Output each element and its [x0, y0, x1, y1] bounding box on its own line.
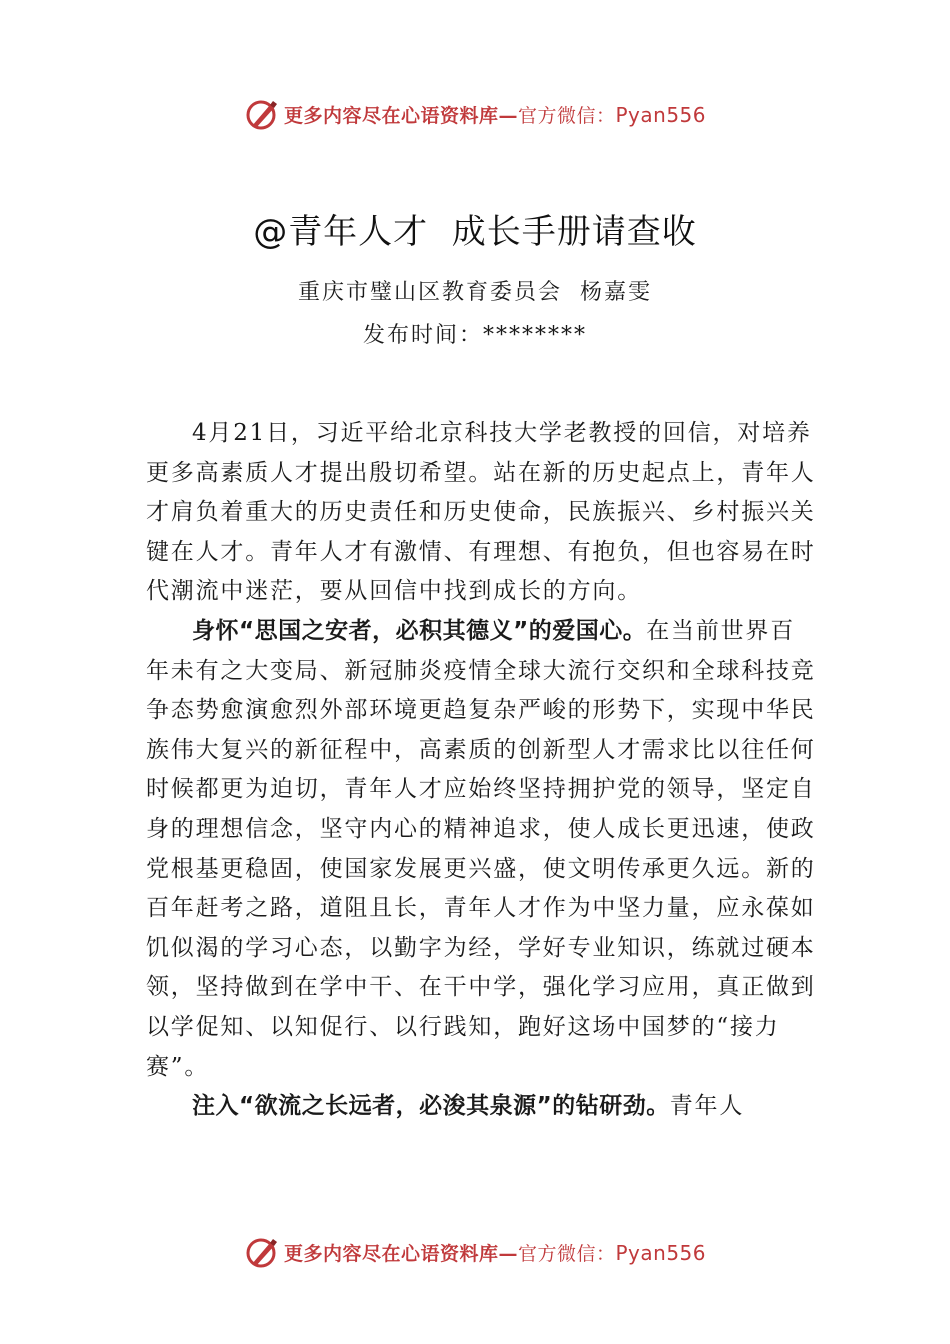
pen-circle-logo-icon — [244, 97, 278, 131]
paragraph-text: 在当前世界百年未有之大变局、新冠肺炎疫情全球大流行交织和全球科技竞争态势愈演愈烈外部环境更趋复杂严峻的形势下，实现中华民族伟大复兴的新征程中，高素质的创新型人才需求比以往任何时候都更为迫切，青年人才应始终坚持拥护党的领导，坚定自身的理想信念，坚守内心的精神追求，使人成长更迅速，使政党根基更稳固，使国家发展更兴盛，使文明传承更久远。新的百年赶考之路，道阻且长，青年人才作为中坚力量，应永葆如饥似渴的学习心态，以勤字为经，学好专业知识，练就过硬本领，坚持做到在学中干、在干中学，强化学习应用，真正做到以学促知、以知促行、以行践知，跑好这场中国梦的“接力赛”。 — [146, 617, 816, 1080]
paragraph-lead: 注入“欲流之长远者，必浚其泉源”的钻研劲。 — [192, 1093, 670, 1120]
article-title: @青年人才 成长手册请查收 — [253, 212, 697, 252]
article-pubtime: 发布时间：******** — [362, 323, 587, 348]
paragraph-2 — [146, 612, 818, 1087]
article-body — [146, 414, 818, 1127]
paragraph-text: 青年人 — [669, 1093, 745, 1120]
paragraph-lead: 身怀“思国之安者，必积其德义”的爱国心。 — [192, 617, 647, 644]
watermark-text: 更多内容尽在心语资料库—官方微信：Pyan556 — [283, 1240, 707, 1265]
pen-circle-logo-icon — [244, 1235, 278, 1269]
watermark-text: 更多内容尽在心语资料库—官方微信：Pyan556 — [283, 102, 707, 127]
watermark-banner-top — [0, 94, 950, 134]
paragraph-text: 4月21日，习近平给北京科技大学老教授的回信，对培养更多高素质人才提出殷切希望。站在新的历史起点上，青年人才肩负着重大的历史责任和历史使命，民族振兴、乡村振兴关键在人才。青年人才有激情、有理想、有抱负，但也容易在时代潮流中迷茫，要从回信中找到成长的方向。 — [146, 420, 816, 605]
paragraph-1 — [146, 414, 818, 612]
watermark-banner-bottom — [0, 1232, 950, 1272]
paragraph-3 — [146, 1087, 818, 1127]
article-byline: 重庆市璧山区教育委员会 杨嘉雯 — [298, 280, 652, 305]
